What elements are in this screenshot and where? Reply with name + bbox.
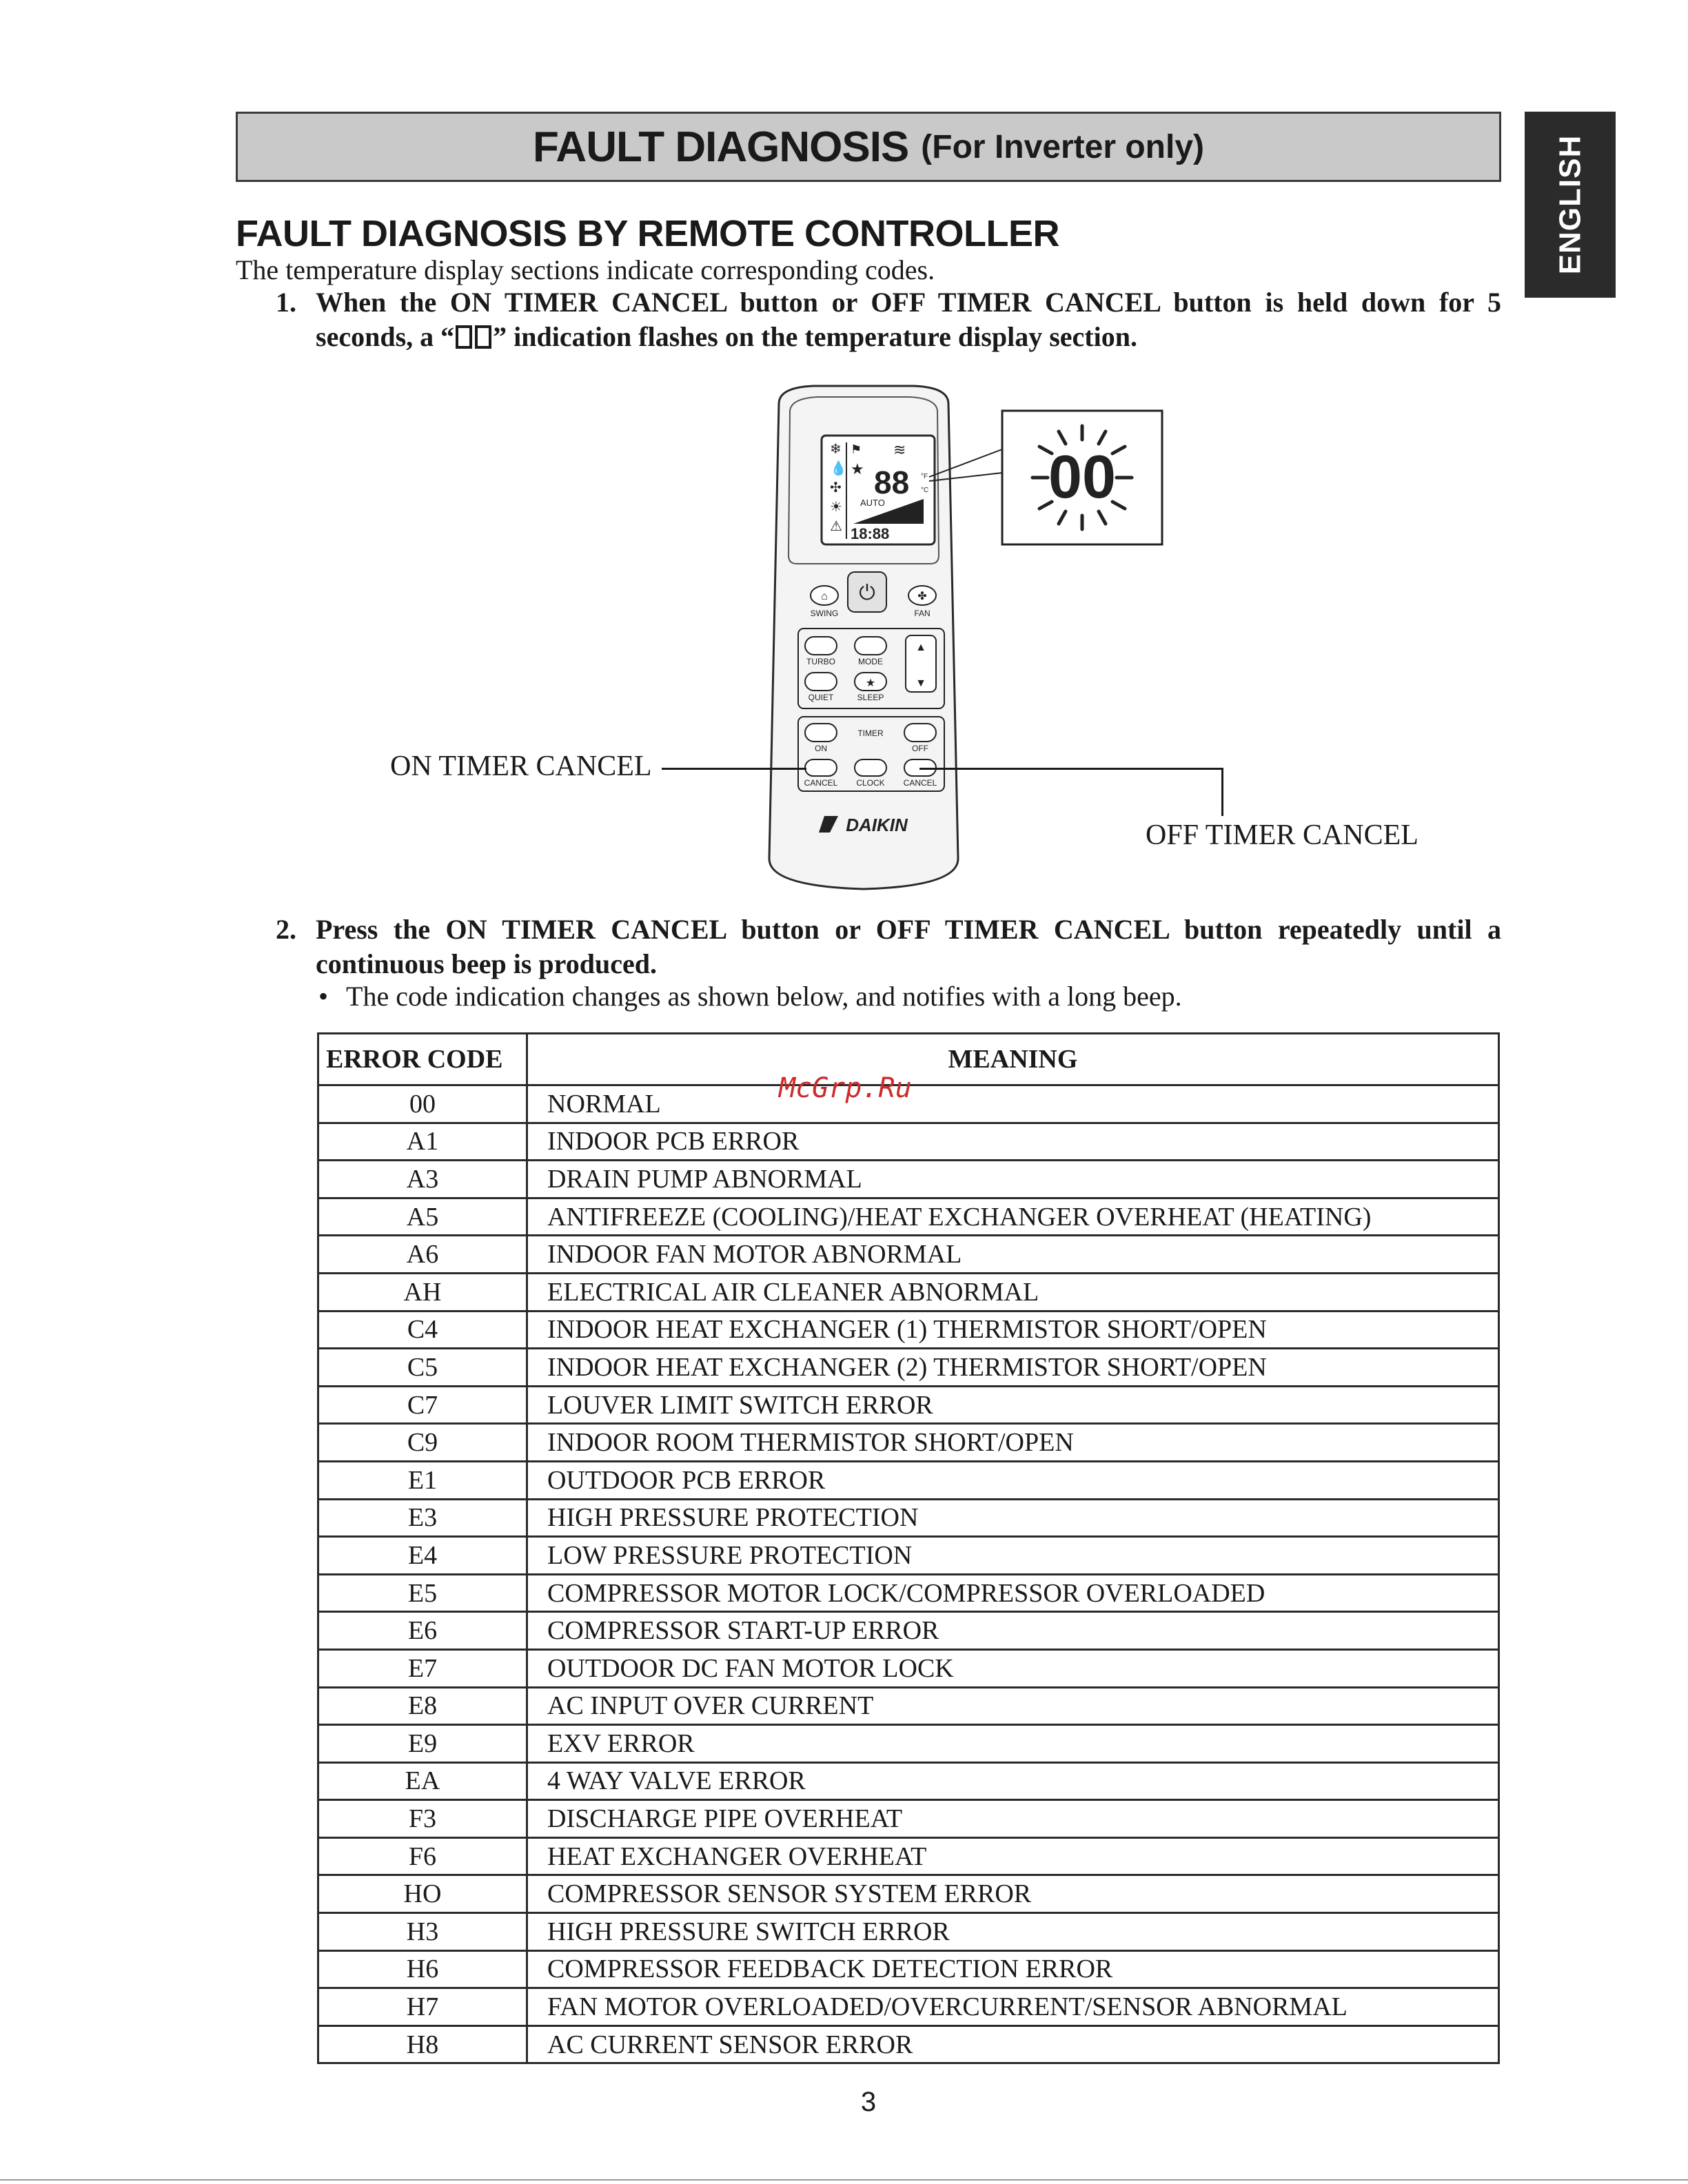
meaning-cell: INDOOR HEAT EXCHANGER (2) THERMISTOR SHORT/OPEN xyxy=(527,1349,1499,1387)
error-code-cell: H3 xyxy=(318,1913,527,1951)
step-2-bullet xyxy=(318,980,1182,1012)
table-row xyxy=(318,1198,1499,1236)
error-code-table xyxy=(317,1032,1500,2064)
meaning-cell: 4 WAY VALVE ERROR xyxy=(527,1762,1499,1800)
fan-label: FAN xyxy=(914,609,931,618)
arrow-down-icon: ▼ xyxy=(915,677,926,689)
table-row xyxy=(318,1349,1499,1387)
meaning-cell: COMPRESSOR START-UP ERROR xyxy=(527,1612,1499,1650)
error-code-cell: H7 xyxy=(318,1988,527,2026)
lcd-auto-label: AUTO xyxy=(860,498,885,508)
table-body xyxy=(318,1085,1499,2063)
error-code-cell: E1 xyxy=(318,1461,527,1499)
error-code-cell: E8 xyxy=(318,1687,527,1725)
cancel-left-label: CANCEL xyxy=(804,778,838,788)
title-bar xyxy=(236,112,1501,182)
step-2-text: Press the ON TIMER CANCEL button or OFF TIMER CANCEL button repeatedly until a continuous beep is produced. xyxy=(316,914,1501,979)
table-row xyxy=(318,1800,1499,1838)
off-timer-cancel-callout: OFF TIMER CANCEL xyxy=(1146,819,1418,851)
section-heading: FAULT DIAGNOSIS BY REMOTE CONTROLLER xyxy=(236,213,1060,254)
turbo-label: TURBO xyxy=(806,657,835,666)
language-tab-label: ENGLISH xyxy=(1553,134,1587,275)
step-1-text-before: When the ON TIMER CANCEL button or OFF TIMER CANCEL button is held down for 5 seconds, a “ xyxy=(316,287,1501,352)
meaning-cell: NORMAL xyxy=(527,1085,1499,1123)
meaning-cell: INDOOR ROOM THERMISTOR SHORT/OPEN xyxy=(527,1424,1499,1462)
remote-controller-illustration xyxy=(758,383,1172,893)
table-row xyxy=(318,1950,1499,1988)
error-code-cell: 00 xyxy=(318,1085,527,1123)
swing-label: SWING xyxy=(810,609,839,618)
turbo-button[interactable] xyxy=(805,637,837,655)
watermark: McGrp.Ru xyxy=(779,1072,912,1104)
table-row xyxy=(318,1649,1499,1687)
step-1-text xyxy=(316,285,1501,354)
meaning-cell: LOUVER LIMIT SWITCH ERROR xyxy=(527,1386,1499,1424)
header-meaning: MEANING xyxy=(527,1034,1499,1085)
meaning-cell: HIGH PRESSURE SWITCH ERROR xyxy=(527,1913,1499,1951)
table-row xyxy=(318,1837,1499,1875)
table-row xyxy=(318,1574,1499,1612)
meaning-cell: FAN MOTOR OVERLOADED/OVERCURRENT/SENSOR ABNORMAL xyxy=(527,1988,1499,2026)
table-row xyxy=(318,1236,1499,1274)
error-code-cell: A6 xyxy=(318,1236,527,1274)
flash-code-readout: 00 xyxy=(1048,442,1116,511)
blank-segment-icon xyxy=(456,325,472,349)
meaning-cell: DRAIN PUMP ABNORMAL xyxy=(527,1161,1499,1198)
quiet-button[interactable] xyxy=(805,673,837,691)
meaning-cell: AC CURRENT SENSOR ERROR xyxy=(527,2025,1499,2063)
lcd-clock-readout: 18:88 xyxy=(851,525,890,542)
intro-text: The temperature display sections indicate corresponding codes. xyxy=(236,254,935,285)
table-row xyxy=(318,1161,1499,1198)
meaning-cell: OUTDOOR DC FAN MOTOR LOCK xyxy=(527,1649,1499,1687)
table-row xyxy=(318,1725,1499,1763)
lcd-unit-f: °F xyxy=(921,473,928,480)
meaning-cell: LOW PRESSURE PROTECTION xyxy=(527,1537,1499,1575)
error-code-cell: F3 xyxy=(318,1800,527,1838)
error-code-cell: AH xyxy=(318,1273,527,1311)
meaning-cell: COMPRESSOR SENSOR SYSTEM ERROR xyxy=(527,1875,1499,1913)
off-timer-button[interactable] xyxy=(904,724,936,742)
meaning-cell: AC INPUT OVER CURRENT xyxy=(527,1687,1499,1725)
table-row xyxy=(318,1461,1499,1499)
droplet-icon: 💧 xyxy=(830,461,847,476)
table-row xyxy=(318,1537,1499,1575)
meaning-cell: HIGH PRESSURE PROTECTION xyxy=(527,1499,1499,1537)
star-icon: ★ xyxy=(851,460,864,478)
on-timer-button[interactable] xyxy=(805,724,837,742)
error-code-cell: E5 xyxy=(318,1574,527,1612)
table-row xyxy=(318,1424,1499,1462)
table-row xyxy=(318,1988,1499,2026)
power-icon: ⏻ xyxy=(859,582,875,604)
error-code-cell: E3 xyxy=(318,1499,527,1537)
meaning-cell: COMPRESSOR FEEDBACK DETECTION ERROR xyxy=(527,1950,1499,1988)
cancel-right-label: CANCEL xyxy=(903,778,937,788)
meaning-cell: ELECTRICAL AIR CLEANER ABNORMAL xyxy=(527,1273,1499,1311)
clock-label: CLOCK xyxy=(856,778,885,788)
table-row xyxy=(318,1273,1499,1311)
on-timer-cancel-leader xyxy=(662,768,806,770)
error-code-cell: H6 xyxy=(318,1950,527,1988)
quiet-label: QUIET xyxy=(808,693,834,702)
error-code-cell: EA xyxy=(318,1762,527,1800)
meaning-cell: EXV ERROR xyxy=(527,1725,1499,1763)
error-code-cell: E6 xyxy=(318,1612,527,1650)
meaning-cell: INDOOR HEAT EXCHANGER (1) THERMISTOR SHORT/OPEN xyxy=(527,1311,1499,1349)
fan-icon: ✤ xyxy=(917,591,927,602)
table-row xyxy=(318,1386,1499,1424)
language-tab xyxy=(1525,112,1616,298)
table-row xyxy=(318,1762,1499,1800)
lcd-unit-c: °C xyxy=(921,487,929,494)
error-code-cell: HO xyxy=(318,1875,527,1913)
meaning-cell: ANTIFREEZE (COOLING)/HEAT EXCHANGER OVERHEAT (HEATING) xyxy=(527,1198,1499,1236)
timer-label: TIMER xyxy=(857,728,884,738)
error-code-cell: C4 xyxy=(318,1311,527,1349)
step-2-number: 2. xyxy=(276,914,296,945)
meaning-cell: OUTDOOR PCB ERROR xyxy=(527,1461,1499,1499)
error-code-cell: C7 xyxy=(318,1386,527,1424)
error-code-cell: C5 xyxy=(318,1349,527,1387)
error-code-cell: H8 xyxy=(318,2025,527,2063)
step-1 xyxy=(276,285,1501,361)
bottom-rule xyxy=(0,2179,1688,2181)
page-title: FAULT DIAGNOSIS xyxy=(532,123,909,171)
on-timer-cancel-callout: ON TIMER CANCEL xyxy=(390,751,652,782)
on-label: ON xyxy=(815,744,827,753)
swing-indicator-icon: ⚑ xyxy=(851,442,862,456)
brand-logo: DAIKIN xyxy=(846,815,908,835)
meaning-cell: DISCHARGE PIPE OVERHEAT xyxy=(527,1800,1499,1838)
step-1-text-after: ” indication flashes on the temperature display section. xyxy=(493,321,1137,352)
warning-icon: ⚠ xyxy=(830,519,842,534)
on-timer-cancel-button[interactable] xyxy=(805,759,837,776)
step-2 xyxy=(276,912,1501,981)
wifi-icon: ≋ xyxy=(893,441,906,458)
mode-button[interactable] xyxy=(855,637,886,655)
swing-icon: ⌂ xyxy=(821,591,828,602)
page-number: 3 xyxy=(860,2087,877,2117)
error-code-cell: E4 xyxy=(318,1537,527,1575)
error-code-cell: E7 xyxy=(318,1649,527,1687)
snowflake-icon: ❄ xyxy=(830,442,842,457)
bullet-icon: • xyxy=(318,981,329,1012)
blank-segment-icon xyxy=(475,325,491,349)
star-icon: ★ xyxy=(865,677,876,689)
mode-label: MODE xyxy=(858,657,883,666)
sun-icon: ☀ xyxy=(830,500,842,515)
table-row xyxy=(318,1499,1499,1537)
table-row xyxy=(318,1311,1499,1349)
table-row xyxy=(318,1687,1499,1725)
meaning-cell: HEAT EXCHANGER OVERHEAT xyxy=(527,1837,1499,1875)
error-code-cell: E9 xyxy=(318,1725,527,1763)
off-label: OFF xyxy=(912,744,928,753)
fan-mode-icon: ✣ xyxy=(830,480,842,496)
table-row xyxy=(318,2025,1499,2063)
error-code-cell: F6 xyxy=(318,1837,527,1875)
error-code-cell: A1 xyxy=(318,1123,527,1161)
off-timer-cancel-leader-horizontal xyxy=(919,768,1223,770)
error-code-cell: A5 xyxy=(318,1198,527,1236)
lcd-temp-readout: 88 xyxy=(874,465,910,500)
table-row xyxy=(318,1123,1499,1161)
meaning-cell: INDOOR FAN MOTOR ABNORMAL xyxy=(527,1236,1499,1274)
clock-button[interactable] xyxy=(855,759,886,776)
table-row xyxy=(318,1875,1499,1913)
step-1-number: 1. xyxy=(276,287,296,318)
table-row xyxy=(318,1913,1499,1951)
meaning-cell: COMPRESSOR MOTOR LOCK/COMPRESSOR OVERLOADED xyxy=(527,1574,1499,1612)
error-code-cell: A3 xyxy=(318,1161,527,1198)
step-2-bullet-text: The code indication changes as shown below, and notifies with a long beep. xyxy=(346,981,1182,1012)
page-subtitle: (For Inverter only) xyxy=(921,128,1205,165)
arrow-up-icon: ▲ xyxy=(915,642,926,653)
table-row xyxy=(318,1612,1499,1650)
header-error-code: ERROR CODE xyxy=(318,1034,527,1085)
meaning-cell: INDOOR PCB ERROR xyxy=(527,1123,1499,1161)
sleep-label: SLEEP xyxy=(857,693,884,702)
off-timer-cancel-leader-vertical xyxy=(1221,768,1223,816)
error-code-cell: C9 xyxy=(318,1424,527,1462)
